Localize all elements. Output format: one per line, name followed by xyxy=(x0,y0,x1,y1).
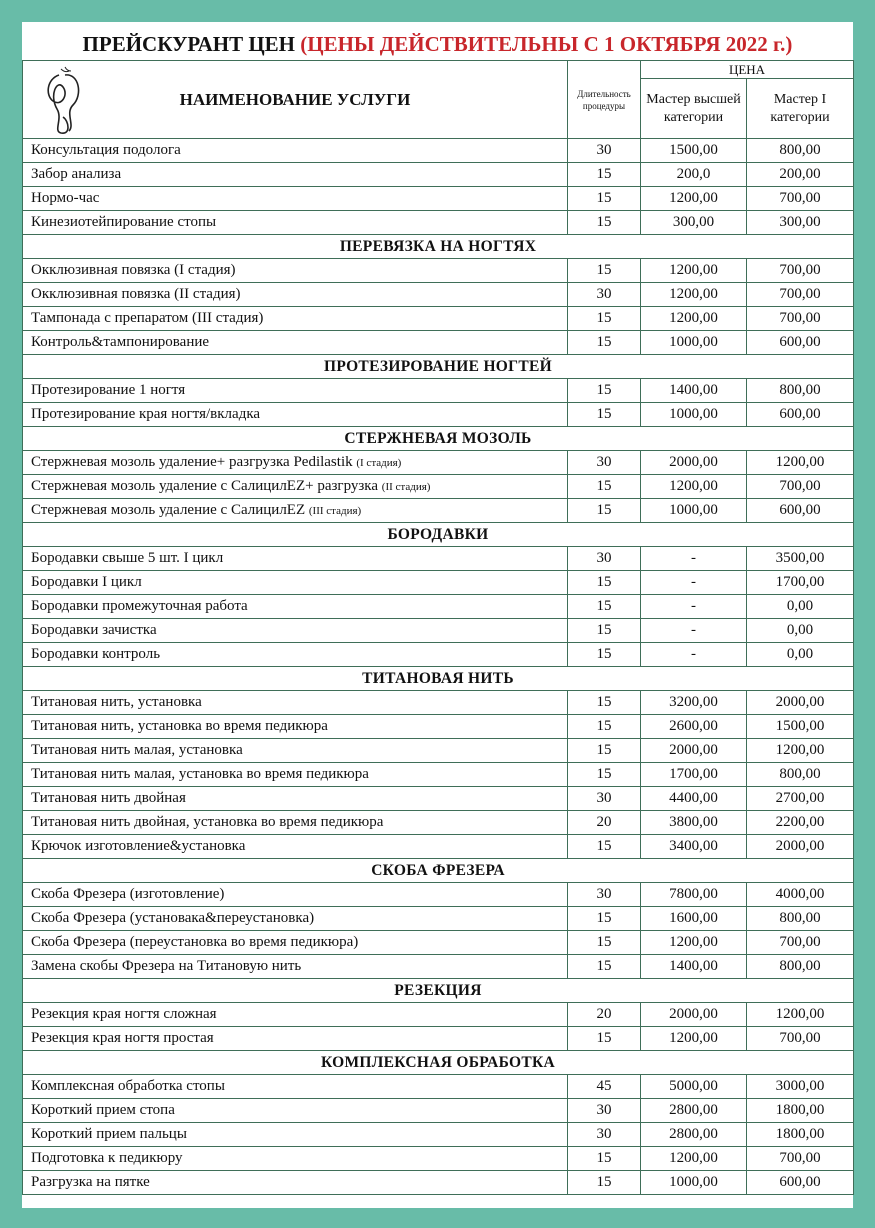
table-row xyxy=(23,475,854,499)
table-row xyxy=(23,211,854,235)
duration: 15 xyxy=(568,211,641,235)
logo-icon xyxy=(39,65,89,137)
price-master-top: 5000,00 xyxy=(641,1075,747,1099)
table-row xyxy=(23,259,854,283)
header-master-top: Мастер высшей категории xyxy=(641,79,747,139)
section-title: ПРОТЕЗИРОВАНИЕ НОГТЕЙ xyxy=(23,355,854,379)
price-master-top: 1400,00 xyxy=(641,955,747,979)
section-title: ТИТАНОВАЯ НИТЬ xyxy=(23,667,854,691)
service-name xyxy=(23,547,568,571)
service-label: Крючок изготовление&установка xyxy=(31,838,246,854)
duration: 15 xyxy=(568,1147,641,1171)
price-master-first: 200,00 xyxy=(747,163,854,187)
price-master-first: 600,00 xyxy=(747,331,854,355)
service-label: Короткий прием пальцы xyxy=(31,1126,187,1142)
price-master-top: 2000,00 xyxy=(641,1003,747,1027)
service-name xyxy=(23,331,568,355)
price-master-top: 1500,00 xyxy=(641,139,747,163)
service-name xyxy=(23,907,568,931)
service-name xyxy=(23,595,568,619)
table-row xyxy=(23,139,854,163)
header-price: ЦЕНА xyxy=(641,61,854,79)
section-title: КОМПЛЕКСНАЯ ОБРАБОТКА xyxy=(23,1051,854,1075)
table-row xyxy=(23,1123,854,1147)
table-row xyxy=(23,1171,854,1195)
service-label: Скоба Фрезера (переустановка во время педикюра) xyxy=(31,934,359,950)
service-label: Протезирование края ногтя/вкладка xyxy=(31,406,261,422)
service-name xyxy=(23,163,568,187)
duration: 15 xyxy=(568,307,641,331)
service-name xyxy=(23,571,568,595)
price-master-top: 1200,00 xyxy=(641,475,747,499)
service-label: Контроль&тампонирование xyxy=(31,334,210,350)
duration: 15 xyxy=(568,331,641,355)
service-label: Забор анализа xyxy=(31,166,122,182)
section-title: РЕЗЕКЦИЯ xyxy=(23,979,854,1003)
service-label: Окклюзивная повязка (II стадия) xyxy=(31,286,241,302)
price-master-top: 3200,00 xyxy=(641,691,747,715)
price-list-sheet xyxy=(22,22,853,1208)
service-name xyxy=(23,619,568,643)
price-master-first: 2000,00 xyxy=(747,835,854,859)
table-row xyxy=(23,643,854,667)
service-label: Стержневая мозоль удаление с СалицилEZ+ разгрузка xyxy=(31,478,379,494)
service-label: Титановая нить, установка во время педикюра xyxy=(31,718,328,734)
price-master-top: 4400,00 xyxy=(641,787,747,811)
table-row xyxy=(23,547,854,571)
duration: 15 xyxy=(568,907,641,931)
price-master-first: 700,00 xyxy=(747,931,854,955)
service-label: Разгрузка на пятке xyxy=(31,1174,150,1190)
duration: 15 xyxy=(568,955,641,979)
service-label: Стержневая мозоль удаление с СалицилEZ xyxy=(31,502,306,518)
table-row xyxy=(23,571,854,595)
service-name xyxy=(23,643,568,667)
duration: 15 xyxy=(568,931,641,955)
price-master-top: 1200,00 xyxy=(641,1027,747,1051)
section-title: СКОБА ФРЕЗЕРА xyxy=(23,859,854,883)
service-label: Бородавки I цикл xyxy=(31,574,142,590)
service-name xyxy=(23,1171,568,1195)
duration: 30 xyxy=(568,139,641,163)
price-master-first: 700,00 xyxy=(747,475,854,499)
price-master-top: 7800,00 xyxy=(641,883,747,907)
table-row xyxy=(23,307,854,331)
duration: 30 xyxy=(568,787,641,811)
price-master-top: 2800,00 xyxy=(641,1123,747,1147)
section-row xyxy=(23,1051,854,1075)
duration: 15 xyxy=(568,571,641,595)
duration: 20 xyxy=(568,1003,641,1027)
price-master-first: 3000,00 xyxy=(747,1075,854,1099)
service-name xyxy=(23,763,568,787)
service-name xyxy=(23,811,568,835)
table-row xyxy=(23,811,854,835)
price-master-first: 800,00 xyxy=(747,139,854,163)
duration: 30 xyxy=(568,883,641,907)
duration: 15 xyxy=(568,835,641,859)
table-row xyxy=(23,499,854,523)
table-row xyxy=(23,931,854,955)
title-main: ПРЕЙСКУРАНТ ЦЕН xyxy=(82,32,296,56)
price-master-first: 2700,00 xyxy=(747,787,854,811)
service-label: Замена скобы Фрезера на Титановую нить xyxy=(31,958,302,974)
header-duration: Длительность процедуры xyxy=(568,61,641,139)
service-name xyxy=(23,691,568,715)
price-master-top: 2000,00 xyxy=(641,739,747,763)
duration: 30 xyxy=(568,451,641,475)
price-master-first: 2200,00 xyxy=(747,811,854,835)
price-master-first: 3500,00 xyxy=(747,547,854,571)
service-note: (II стадия) xyxy=(381,481,431,493)
price-master-first: 800,00 xyxy=(747,379,854,403)
price-master-first: 800,00 xyxy=(747,955,854,979)
service-label: Бородавки промежуточная работа xyxy=(31,598,248,614)
price-master-first: 700,00 xyxy=(747,259,854,283)
duration: 15 xyxy=(568,595,641,619)
service-label: Комплексная обработка стопы xyxy=(31,1078,225,1094)
price-master-top: 1200,00 xyxy=(641,283,747,307)
service-name xyxy=(23,1075,568,1099)
price-master-top: 2800,00 xyxy=(641,1099,747,1123)
table-row xyxy=(23,331,854,355)
service-name xyxy=(23,403,568,427)
service-name xyxy=(23,955,568,979)
table-row xyxy=(23,907,854,931)
service-label: Бородавки контроль xyxy=(31,646,161,662)
table-row xyxy=(23,691,854,715)
table-row xyxy=(23,1003,854,1027)
service-name xyxy=(23,187,568,211)
service-name xyxy=(23,211,568,235)
price-master-top: 1200,00 xyxy=(641,1147,747,1171)
service-label: Резекция края ногтя простая xyxy=(31,1030,214,1046)
table-row xyxy=(23,1075,854,1099)
service-name xyxy=(23,835,568,859)
price-master-first: 1200,00 xyxy=(747,739,854,763)
service-name xyxy=(23,451,568,475)
price-master-top: 1200,00 xyxy=(641,259,747,283)
table-row xyxy=(23,163,854,187)
section-row xyxy=(23,667,854,691)
price-master-top: 1200,00 xyxy=(641,187,747,211)
service-label: Кинезиотейпирование стопы xyxy=(31,214,217,230)
title-validity: (ЦЕНЫ ДЕЙСТВИТЕЛЬНЫ С 1 ОКТЯБРЯ 2022 г.) xyxy=(300,32,793,56)
price-master-first: 0,00 xyxy=(747,619,854,643)
price-master-top: 1000,00 xyxy=(641,403,747,427)
price-master-first: 700,00 xyxy=(747,1027,854,1051)
service-name xyxy=(23,1099,568,1123)
service-name xyxy=(23,283,568,307)
price-master-top: - xyxy=(641,643,747,667)
duration: 15 xyxy=(568,403,641,427)
price-master-top: 200,0 xyxy=(641,163,747,187)
duration: 30 xyxy=(568,1123,641,1147)
table-row xyxy=(23,763,854,787)
table-row xyxy=(23,1027,854,1051)
duration: 45 xyxy=(568,1075,641,1099)
service-name xyxy=(23,931,568,955)
price-master-top: 2600,00 xyxy=(641,715,747,739)
service-label: Подготовка к педикюру xyxy=(31,1150,183,1166)
table-row xyxy=(23,835,854,859)
price-master-top: 3400,00 xyxy=(641,835,747,859)
price-master-top: 2000,00 xyxy=(641,451,747,475)
duration: 30 xyxy=(568,547,641,571)
price-master-top: 1600,00 xyxy=(641,907,747,931)
service-label: Скоба Фрезера (изготовление) xyxy=(31,886,225,902)
section-row xyxy=(23,859,854,883)
service-name xyxy=(23,499,568,523)
price-master-first: 600,00 xyxy=(747,1171,854,1195)
table-row xyxy=(23,451,854,475)
table-row xyxy=(23,403,854,427)
service-name xyxy=(23,307,568,331)
service-label: Титановая нить двойная xyxy=(31,790,186,806)
service-label: Титановая нить двойная, установка во время педикюра xyxy=(31,814,384,830)
table-row xyxy=(23,379,854,403)
section-row xyxy=(23,235,854,259)
price-master-top: - xyxy=(641,595,747,619)
duration: 15 xyxy=(568,739,641,763)
price-master-top: 1200,00 xyxy=(641,931,747,955)
section-row xyxy=(23,979,854,1003)
price-master-top: 1400,00 xyxy=(641,379,747,403)
duration: 15 xyxy=(568,691,641,715)
price-master-first: 700,00 xyxy=(747,187,854,211)
price-master-top: 300,00 xyxy=(641,211,747,235)
service-label: Консультация подолога xyxy=(31,142,181,158)
duration: 15 xyxy=(568,1171,641,1195)
price-master-first: 2000,00 xyxy=(747,691,854,715)
price-master-first: 600,00 xyxy=(747,499,854,523)
service-label: Бородавки зачистка xyxy=(31,622,157,638)
duration: 30 xyxy=(568,1099,641,1123)
service-name xyxy=(23,139,568,163)
price-master-first: 1500,00 xyxy=(747,715,854,739)
service-name xyxy=(23,1147,568,1171)
table-row xyxy=(23,739,854,763)
section-row xyxy=(23,523,854,547)
service-name xyxy=(23,1003,568,1027)
service-name xyxy=(23,259,568,283)
header-service-name: НАИМЕНОВАНИЕ УСЛУГИ xyxy=(23,61,568,139)
duration: 15 xyxy=(568,715,641,739)
price-master-first: 700,00 xyxy=(747,283,854,307)
price-master-first: 1200,00 xyxy=(747,451,854,475)
price-master-top: 1700,00 xyxy=(641,763,747,787)
service-name xyxy=(23,787,568,811)
price-master-first: 4000,00 xyxy=(747,883,854,907)
price-master-top: - xyxy=(641,547,747,571)
duration: 15 xyxy=(568,475,641,499)
service-label: Нормо-час xyxy=(31,190,100,206)
price-master-first: 1200,00 xyxy=(747,1003,854,1027)
price-master-first: 700,00 xyxy=(747,307,854,331)
price-master-first: 1800,00 xyxy=(747,1123,854,1147)
duration: 15 xyxy=(568,619,641,643)
duration: 30 xyxy=(568,283,641,307)
table-row xyxy=(23,787,854,811)
table-row xyxy=(23,187,854,211)
duration: 15 xyxy=(568,643,641,667)
service-note: (I стадия) xyxy=(356,457,402,469)
price-table xyxy=(22,60,854,1195)
table-row xyxy=(23,619,854,643)
price-master-top: 1000,00 xyxy=(641,331,747,355)
service-label: Протезирование 1 ногтя xyxy=(31,382,186,398)
table-row xyxy=(23,595,854,619)
price-master-first: 600,00 xyxy=(747,403,854,427)
service-label: Титановая нить, установка xyxy=(31,694,202,710)
table-row xyxy=(23,1147,854,1171)
page-title xyxy=(22,22,853,60)
duration: 15 xyxy=(568,763,641,787)
service-name xyxy=(23,1123,568,1147)
service-label: Титановая нить малая, установка xyxy=(31,742,243,758)
service-label: Скоба Фрезера (установака&переустановка) xyxy=(31,910,315,926)
table-row xyxy=(23,883,854,907)
price-master-first: 800,00 xyxy=(747,907,854,931)
service-label: Бородавки свыше 5 шт. I цикл xyxy=(31,550,224,566)
table-row xyxy=(23,715,854,739)
price-master-first: 1700,00 xyxy=(747,571,854,595)
duration: 20 xyxy=(568,811,641,835)
price-master-top: 1200,00 xyxy=(641,307,747,331)
service-label: Короткий прием стопа xyxy=(31,1102,175,1118)
service-note: (III стадия) xyxy=(308,505,362,517)
price-master-first: 800,00 xyxy=(747,763,854,787)
service-label: Тампонада с препаратом (III стадия) xyxy=(31,310,264,326)
price-master-first: 0,00 xyxy=(747,643,854,667)
price-master-top: - xyxy=(641,619,747,643)
duration: 15 xyxy=(568,379,641,403)
table-row xyxy=(23,955,854,979)
price-master-first: 300,00 xyxy=(747,211,854,235)
service-name xyxy=(23,379,568,403)
section-title: СТЕРЖНЕВАЯ МОЗОЛЬ xyxy=(23,427,854,451)
service-name xyxy=(23,715,568,739)
price-master-first: 1800,00 xyxy=(747,1099,854,1123)
section-title: ПЕРЕВЯЗКА НА НОГТЯХ xyxy=(23,235,854,259)
price-master-top: 1000,00 xyxy=(641,1171,747,1195)
price-master-top: - xyxy=(641,571,747,595)
price-master-top: 3800,00 xyxy=(641,811,747,835)
service-label: Окклюзивная повязка (I стадия) xyxy=(31,262,236,278)
header-master-first: Мастер I категории xyxy=(747,79,854,139)
section-title: БОРОДАВКИ xyxy=(23,523,854,547)
service-label: Титановая нить малая, установка во время педикюра xyxy=(31,766,369,782)
section-row xyxy=(23,427,854,451)
service-label: Стержневая мозоль удаление+ разгрузка Pedilastik xyxy=(31,454,353,470)
price-master-first: 0,00 xyxy=(747,595,854,619)
service-label: Резекция края ногтя сложная xyxy=(31,1006,217,1022)
service-name xyxy=(23,475,568,499)
duration: 15 xyxy=(568,259,641,283)
table-row xyxy=(23,1099,854,1123)
price-master-top: 1000,00 xyxy=(641,499,747,523)
price-master-first: 700,00 xyxy=(747,1147,854,1171)
section-row xyxy=(23,355,854,379)
duration: 15 xyxy=(568,499,641,523)
table-row xyxy=(23,283,854,307)
duration: 15 xyxy=(568,187,641,211)
service-name xyxy=(23,883,568,907)
service-name xyxy=(23,1027,568,1051)
duration: 15 xyxy=(568,163,641,187)
service-name xyxy=(23,739,568,763)
duration: 15 xyxy=(568,1027,641,1051)
